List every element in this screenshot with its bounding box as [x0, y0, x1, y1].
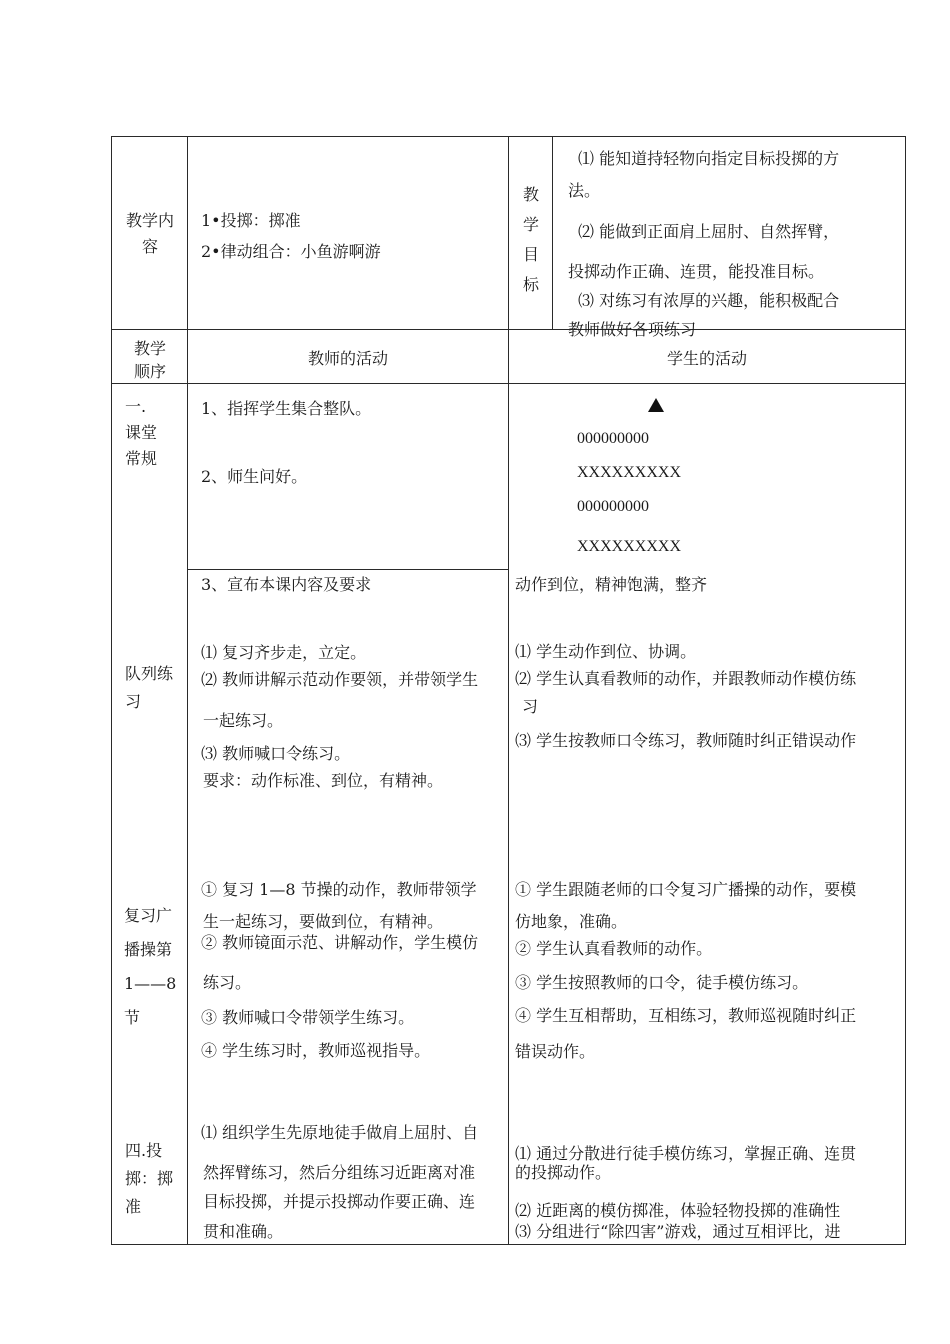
- content-label: [118, 208, 182, 260]
- order-label-text: 教学顺序: [133, 339, 166, 381]
- section3-label-text: 复习广播操第1——8节: [124, 906, 177, 1027]
- goal-line-5: ⑶ 对练习有浓厚的兴趣，能积极配合: [578, 291, 840, 310]
- student-activity-header: 学生的活动: [666, 349, 747, 368]
- section4-teacher-2: 然挥臂练习，然后分组练习近距离对准: [203, 1163, 476, 1182]
- content-line-2: 2•律动组合：小鱼游啊游: [201, 242, 381, 261]
- section3-student-6: 错误动作。: [515, 1042, 596, 1061]
- formation-row-4: XXXXXXXXX: [577, 538, 681, 555]
- section2-student-3: ⑵ 学生认真看教师的动作，并跟教师动作模仿练: [515, 669, 857, 688]
- table-left-border: [111, 136, 112, 1245]
- goal-line-4: 投掷动作正确、连贯，能投准目标。: [568, 262, 825, 281]
- section4-teacher-1: ⑴ 组织学生先原地徒手做肩上屈肘、自: [201, 1123, 479, 1142]
- formation-row-3: 000000000: [577, 498, 649, 515]
- goal-label-text: 教学目标: [522, 185, 539, 294]
- section2-teacher-2: ⑴ 复习齐步走，立定。: [201, 643, 367, 662]
- section3-student-4: ③ 学生按照教师的口令，徒手模仿练习。: [515, 973, 809, 992]
- section3-student-3: ② 学生认真看教师的动作。: [515, 939, 713, 958]
- section1-teacher-2: 2、师生问好。: [201, 467, 308, 486]
- section4-student-2: 的投掷动作。: [515, 1163, 612, 1182]
- section3-teacher-4: 练习。: [203, 973, 252, 992]
- section1-label: [125, 394, 183, 472]
- section4-label: [125, 1137, 183, 1221]
- goal-line-6: 教师做好各项练习: [568, 320, 697, 339]
- section4-student-3: ⑵ 近距离的模仿掷准，体验轻物投掷的准确性: [515, 1201, 841, 1220]
- section3-teacher-1: ① 复习 1—8 节操的动作，教师带领学: [201, 880, 477, 899]
- goal-line-3: ⑵ 能做到正面肩上屈肘、自然挥臂，: [578, 222, 840, 241]
- section4-teacher-4: 贯和准确。: [203, 1222, 284, 1241]
- teacher-column-divider: [508, 136, 509, 1245]
- section4-label-text: 四.投掷：掷准: [125, 1141, 174, 1216]
- section2-teacher-1: 3、宣布本课内容及要求: [201, 575, 372, 594]
- section3-student-5: ④ 学生互相帮助，互相练习，教师巡视随时纠正: [515, 1006, 857, 1025]
- section3-student-2: 仿地象，准确。: [515, 912, 628, 931]
- section2-teacher-5: ⑶ 教师喊口令练习。: [201, 744, 351, 763]
- teacher-activity-header: 教师的活动: [307, 349, 388, 368]
- goal-cell: [556, 137, 904, 339]
- section4-teacher-3: 目标投掷，并提示投掷动作要正确、连: [203, 1192, 476, 1211]
- section3-teacher-5: ③ 教师喊口令带领学生练习。: [201, 1008, 415, 1027]
- section2-student-2: ⑴ 学生动作到位、协调。: [515, 642, 697, 661]
- section1-teacher-1: 1、指挥学生集合整队。: [201, 399, 372, 418]
- section2-teacher-4: 一起练习。: [203, 711, 284, 730]
- section3-label: [124, 899, 184, 1027]
- section3-student-1: ① 学生跟随老师的口令复习广播操的动作，要模: [515, 880, 857, 899]
- formation-row-2: XXXXXXXXX: [577, 464, 681, 481]
- section3-teacher-6: ④ 学生练习时，教师巡视指导。: [201, 1041, 431, 1060]
- goal-label: [516, 180, 546, 300]
- teacher-position-marker: [648, 398, 664, 412]
- teacher-cell-divider: [187, 569, 508, 570]
- content-line-1: 1•投掷：掷准: [201, 211, 301, 230]
- section4-student-1: ⑴ 通过分散进行徒手模仿练习，掌握正确、连贯: [515, 1144, 857, 1163]
- goal-line-2: 法。: [568, 181, 601, 200]
- section2-student-5: ⑶ 学生按教师口令练习，教师随时纠正错误动作: [515, 731, 857, 750]
- order-column-divider: [187, 136, 188, 1245]
- section4-student-4: ⑶ 分组进行“除四害”游戏，通过互相评比，进: [515, 1222, 841, 1241]
- section1-label-text: 一.课堂常规: [125, 397, 158, 468]
- section2-student-4: 习: [522, 697, 539, 716]
- content-label-text: 教学内容: [126, 211, 175, 256]
- formation-row-1: 000000000: [577, 430, 649, 447]
- section2-teacher-3: ⑵ 教师讲解示范动作要领，并带领学生: [201, 670, 479, 689]
- section2-label: [125, 660, 185, 716]
- section2-student-1: 动作到位，精神饱满，整齐: [515, 575, 708, 594]
- section2-label-text: 队列练习: [125, 664, 174, 711]
- goal-label-divider: [552, 136, 553, 330]
- table-right-border: [905, 136, 906, 1245]
- section2-teacher-6: 要求：动作标准、到位，有精神。: [203, 771, 444, 790]
- section3-teacher-3: ② 教师镜面示范、讲解动作，学生模仿: [201, 933, 479, 952]
- order-label: [118, 337, 182, 383]
- goal-line-1: ⑴ 能知道持轻物向指定目标投掷的方: [578, 149, 840, 168]
- section3-teacher-2: 生一起练习，要做到位，有精神。: [203, 912, 444, 931]
